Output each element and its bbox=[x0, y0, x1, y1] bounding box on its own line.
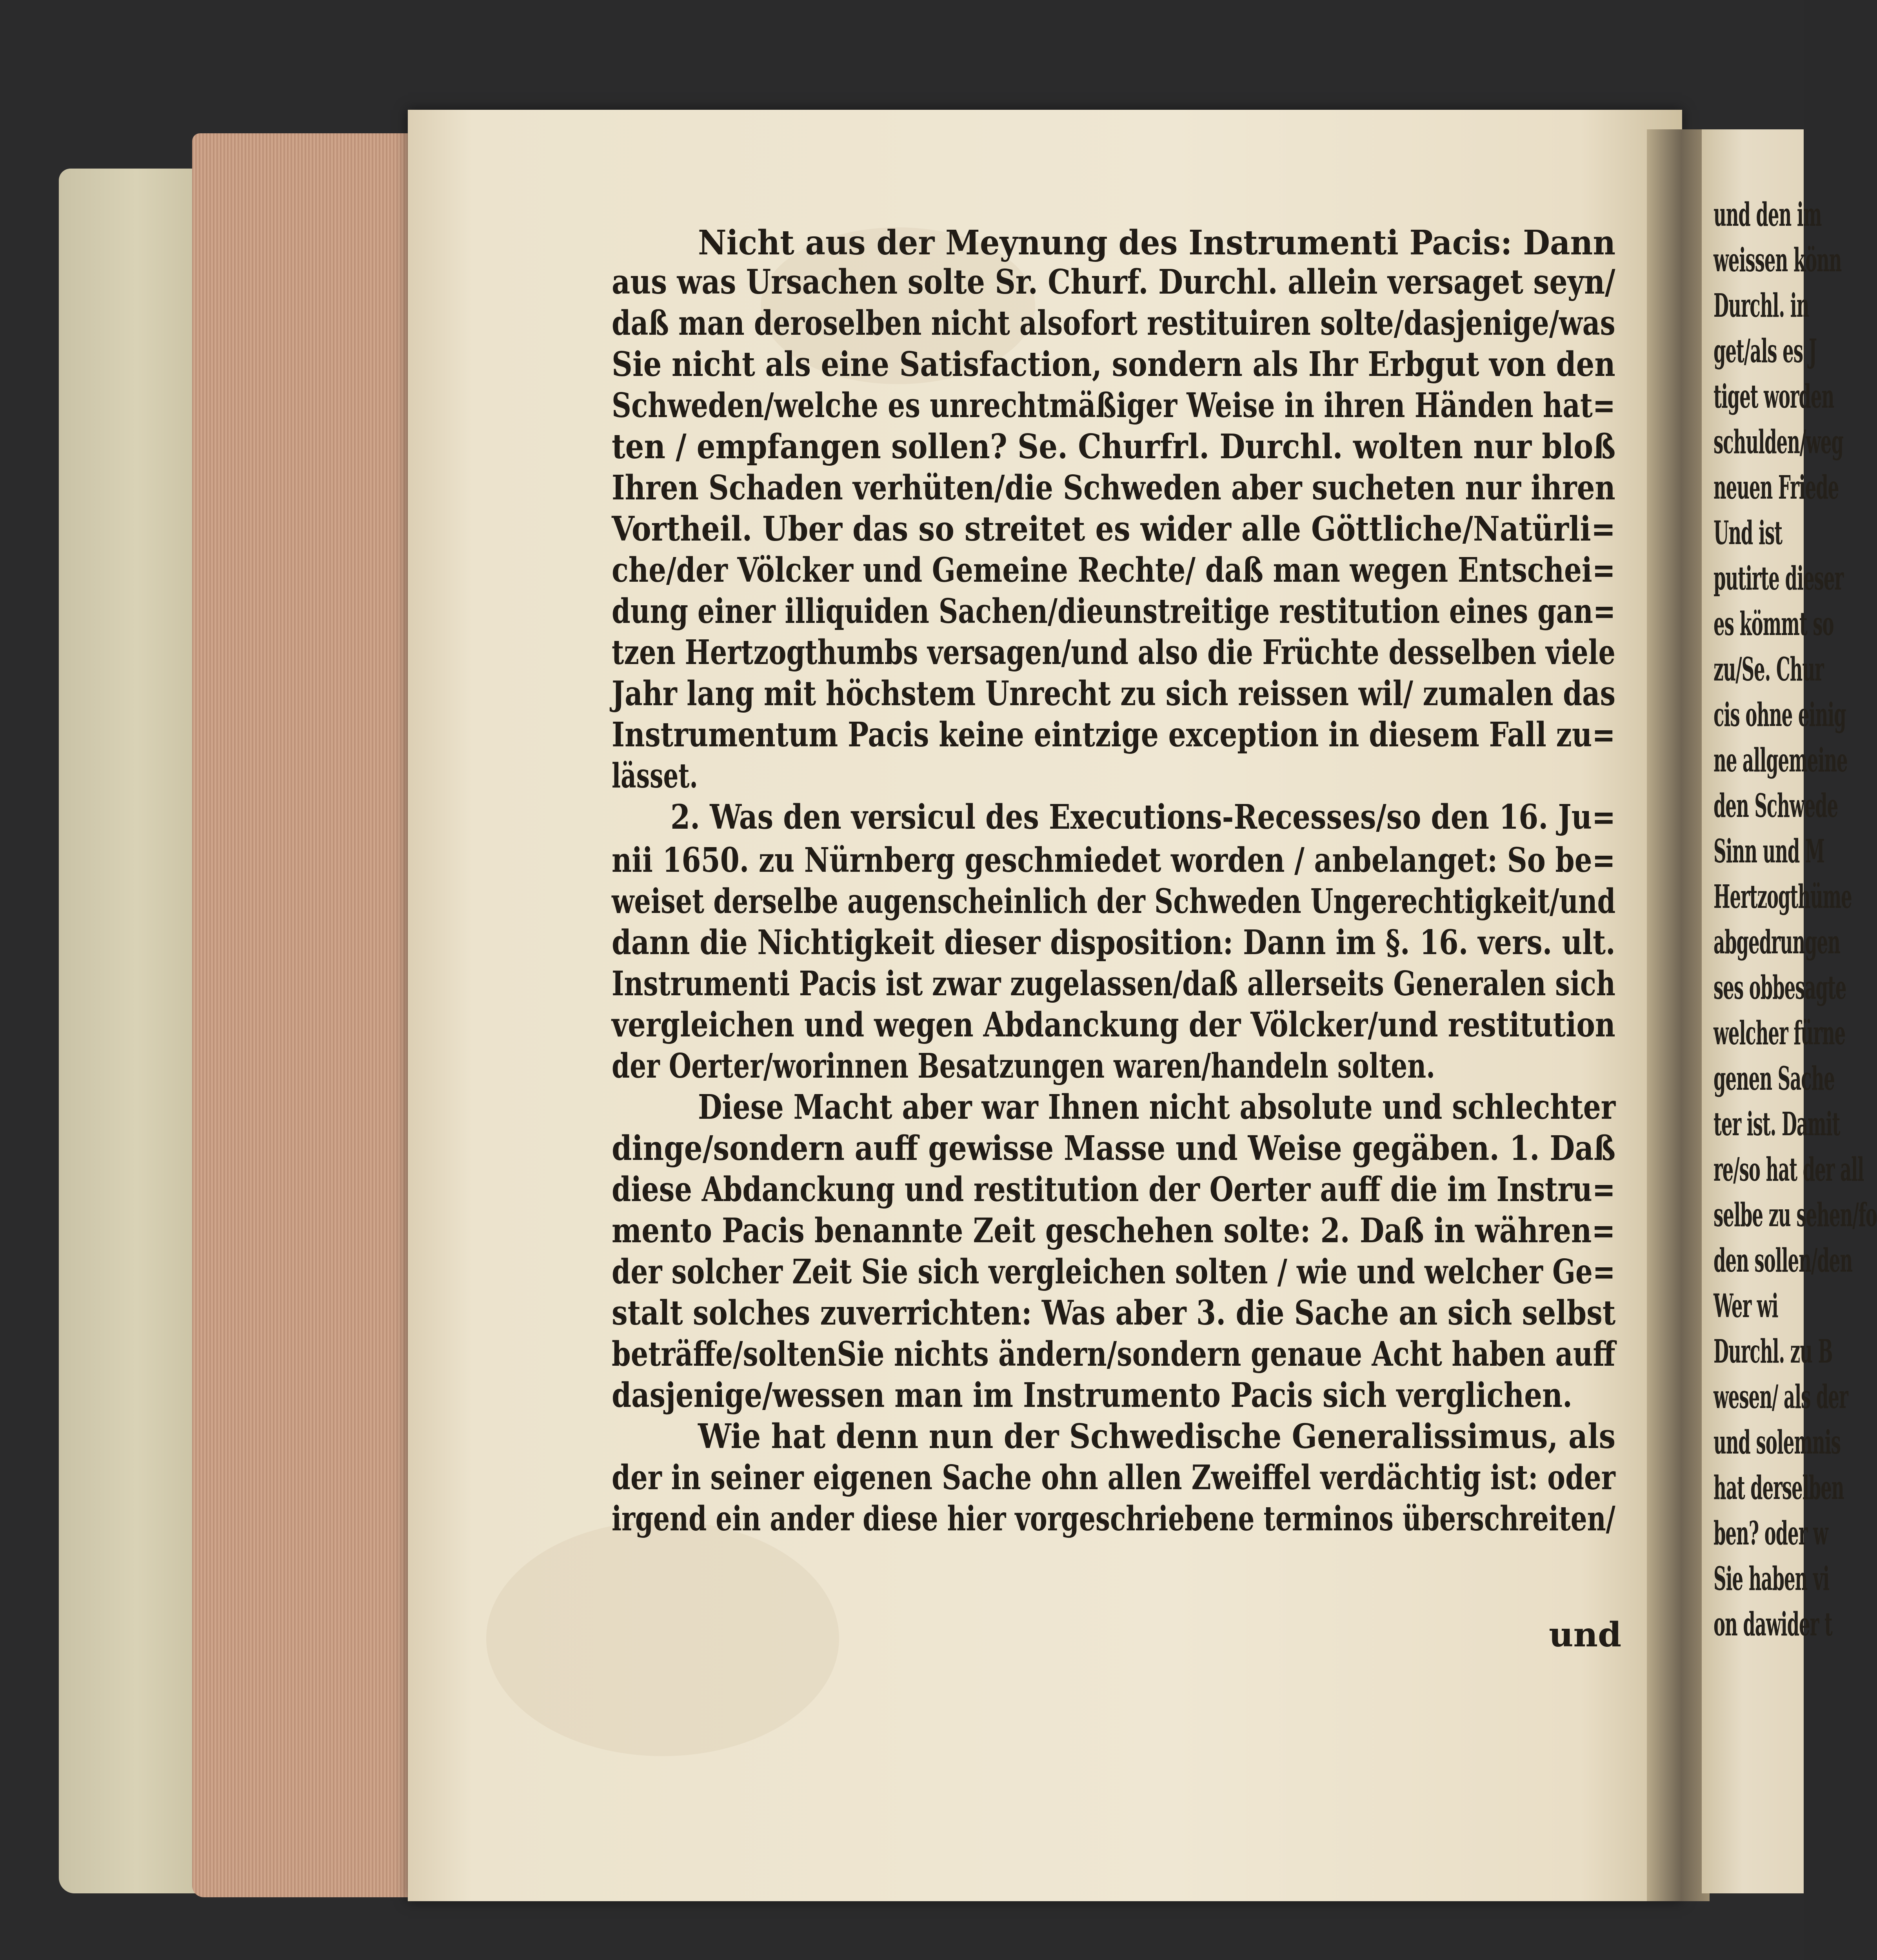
text-line: daß man deroselben nicht alsofort restituiren solte/dasjenige/was bbox=[612, 303, 1615, 343]
text-line: nii 1650. zu Nürnberg geschmiedet worden / anbelanget: So be= bbox=[612, 840, 1615, 880]
text-line: Schweden/welche es unrechtmäßiger Weise in ihren Händen hat= bbox=[612, 386, 1615, 425]
text-line: Instrumentum Pacis keine eintzige exception in diesem Fall zu= bbox=[612, 715, 1615, 755]
text-line: Ihren Schaden verhüten/die Schweden aber sucheten nur ihren bbox=[612, 468, 1615, 508]
facing-text-fragment: cis ohne einig bbox=[1713, 696, 1846, 734]
text-line: Jahr lang mit höchstem Unrecht zu sich reissen wil/ zumalen das bbox=[612, 674, 1616, 713]
facing-text-fragment: ne allgemeine bbox=[1713, 742, 1848, 779]
facing-text-fragment: schulden/weg bbox=[1713, 423, 1843, 461]
facing-text-fragment: abgedrungen bbox=[1713, 924, 1840, 961]
facing-text-fragment: den Schwede bbox=[1713, 787, 1838, 825]
text-line: Sie nicht als eine Satisfaction, sondern als Ihr Erbgut von den bbox=[612, 345, 1615, 384]
text-line: diese Abdanckung und restitution der Oerter auff die im Instru= bbox=[612, 1170, 1615, 1209]
text-line: irgend ein ander diese hier vorgeschriebene terminos überschreiten/ bbox=[612, 1499, 1615, 1539]
facing-text-fragment: Und ist bbox=[1713, 514, 1783, 552]
facing-text-fragment: zu/Se. Chur bbox=[1713, 651, 1824, 688]
text-line: beträffe/soltenSie nichts ändern/sondern genaue Acht haben auff bbox=[612, 1334, 1615, 1374]
text-line: vergleichen und wegen Abdanckung der Völcker/und restitution bbox=[612, 1005, 1615, 1045]
facing-text-fragment: re/so hat der all bbox=[1713, 1151, 1864, 1189]
text-line: dung einer illiquiden Sachen/dieunstreitige restitution eines gan= bbox=[612, 592, 1616, 631]
facing-text-fragment: on dawider t bbox=[1713, 1606, 1832, 1643]
facing-text-fragment: selbe zu sehen/fo bbox=[1713, 1196, 1877, 1234]
facing-text-fragment: Sie haben vi bbox=[1713, 1560, 1829, 1598]
text-line: mento Pacis benannte Zeit geschehen solte: 2. Daß in währen= bbox=[612, 1211, 1615, 1250]
text-line: dann die Nichtigkeit dieser disposition: Dann im §. 16. vers. ult. bbox=[612, 923, 1615, 962]
paper-stain bbox=[486, 1521, 839, 1756]
facing-text-fragment: hat derselben bbox=[1713, 1469, 1844, 1507]
text-line: der solcher Zeit Sie sich vergleichen solten / wie und welcher Ge= bbox=[612, 1252, 1615, 1292]
text-line: dasjenige/wessen man im Instrumento Pacis sich verglichen. bbox=[612, 1376, 1573, 1415]
text-line: Wie hat denn nun der Schwedische Generalissimus, als bbox=[698, 1417, 1616, 1456]
text-line: Vortheil. Uber das so streitet es wider alle Göttliche/Natürli= bbox=[612, 509, 1616, 549]
facing-text-fragment: putirte dieser bbox=[1713, 560, 1844, 597]
facing-text-fragment: get/als es J bbox=[1713, 332, 1817, 370]
text-line: che/der Völcker und Gemeine Rechte/ daß man wegen Entschei= bbox=[612, 550, 1615, 590]
facing-text-fragment: welcher fürne bbox=[1713, 1014, 1846, 1052]
facing-text-fragment: den sollen/den bbox=[1713, 1242, 1853, 1279]
text-line: Diese Macht aber war Ihnen nicht absolute und schlechter bbox=[698, 1087, 1616, 1127]
text-line: der Oerter/worinnen Besatzungen waren/handeln solten. bbox=[612, 1046, 1435, 1086]
facing-text-fragment: wesen/ als der bbox=[1713, 1378, 1848, 1416]
text-line: 2. Was den versicul des Executions-Recesses/so den 16. Ju= bbox=[670, 797, 1616, 837]
text-line: der in seiner eigenen Sache ohn allen Zweiffel verdächtig ist: oder bbox=[612, 1458, 1615, 1497]
text-line: aus was Ursachen solte Sr. Churf. Durchl. allein versaget seyn/ bbox=[612, 262, 1615, 302]
facing-text-fragment: und solemnis bbox=[1713, 1424, 1841, 1461]
facing-text-fragment: und den im bbox=[1713, 196, 1822, 234]
facing-text-fragment: genen Sache bbox=[1713, 1060, 1835, 1098]
facing-text-fragment: ben? oder w bbox=[1713, 1515, 1828, 1552]
facing-page-fragment bbox=[1702, 129, 1877, 1893]
text-line: lässet. bbox=[612, 756, 698, 796]
page-edges-stack bbox=[192, 133, 412, 1897]
facing-text-fragment: Durchl. in bbox=[1713, 287, 1809, 325]
text-line: weiset derselbe augenscheinlich der Schweden Ungerechtigkeit/und bbox=[612, 882, 1616, 921]
text-line: ten / empfangen sollen? Se. Churfrl. Durchl. wolten nur bloß bbox=[612, 427, 1616, 466]
facing-text-fragment: es kömmt so bbox=[1713, 605, 1834, 643]
facing-text-fragment: Wer wi bbox=[1713, 1287, 1778, 1325]
facing-text-fragment: weissen könn bbox=[1713, 241, 1842, 279]
text-line: stalt solches zuverrichten: Was aber 3. die Sache an sich selbst bbox=[612, 1293, 1616, 1333]
facing-text-fragment: neuen Friede bbox=[1713, 469, 1839, 506]
text-line: Instrumenti Pacis ist zwar zugelassen/daß allerseits Generalen sich bbox=[612, 964, 1615, 1004]
facing-text-fragment: ter ist. Damit bbox=[1713, 1105, 1840, 1143]
facing-text-fragment: Sinn und M bbox=[1713, 833, 1824, 870]
facing-text-fragment: Durchl. zu B bbox=[1713, 1333, 1833, 1370]
catchword: und bbox=[1549, 1615, 1622, 1655]
text-line: dinge/sondern auff gewisse Masse und Weise gegäben. 1. Daß bbox=[612, 1129, 1616, 1168]
facing-text-fragment: tiget worden bbox=[1713, 378, 1834, 416]
facing-text-fragment: Hertzogthüme bbox=[1713, 878, 1852, 916]
facing-text-fragment: ses obbesagte bbox=[1713, 969, 1846, 1007]
text-line: tzen Hertzogthumbs versagen/und also die Früchte desselben viele bbox=[612, 633, 1615, 672]
text-line: Nicht aus der Meynung des Instrumenti Pacis: Dann bbox=[698, 223, 1616, 263]
book-gutter bbox=[1647, 129, 1710, 1901]
